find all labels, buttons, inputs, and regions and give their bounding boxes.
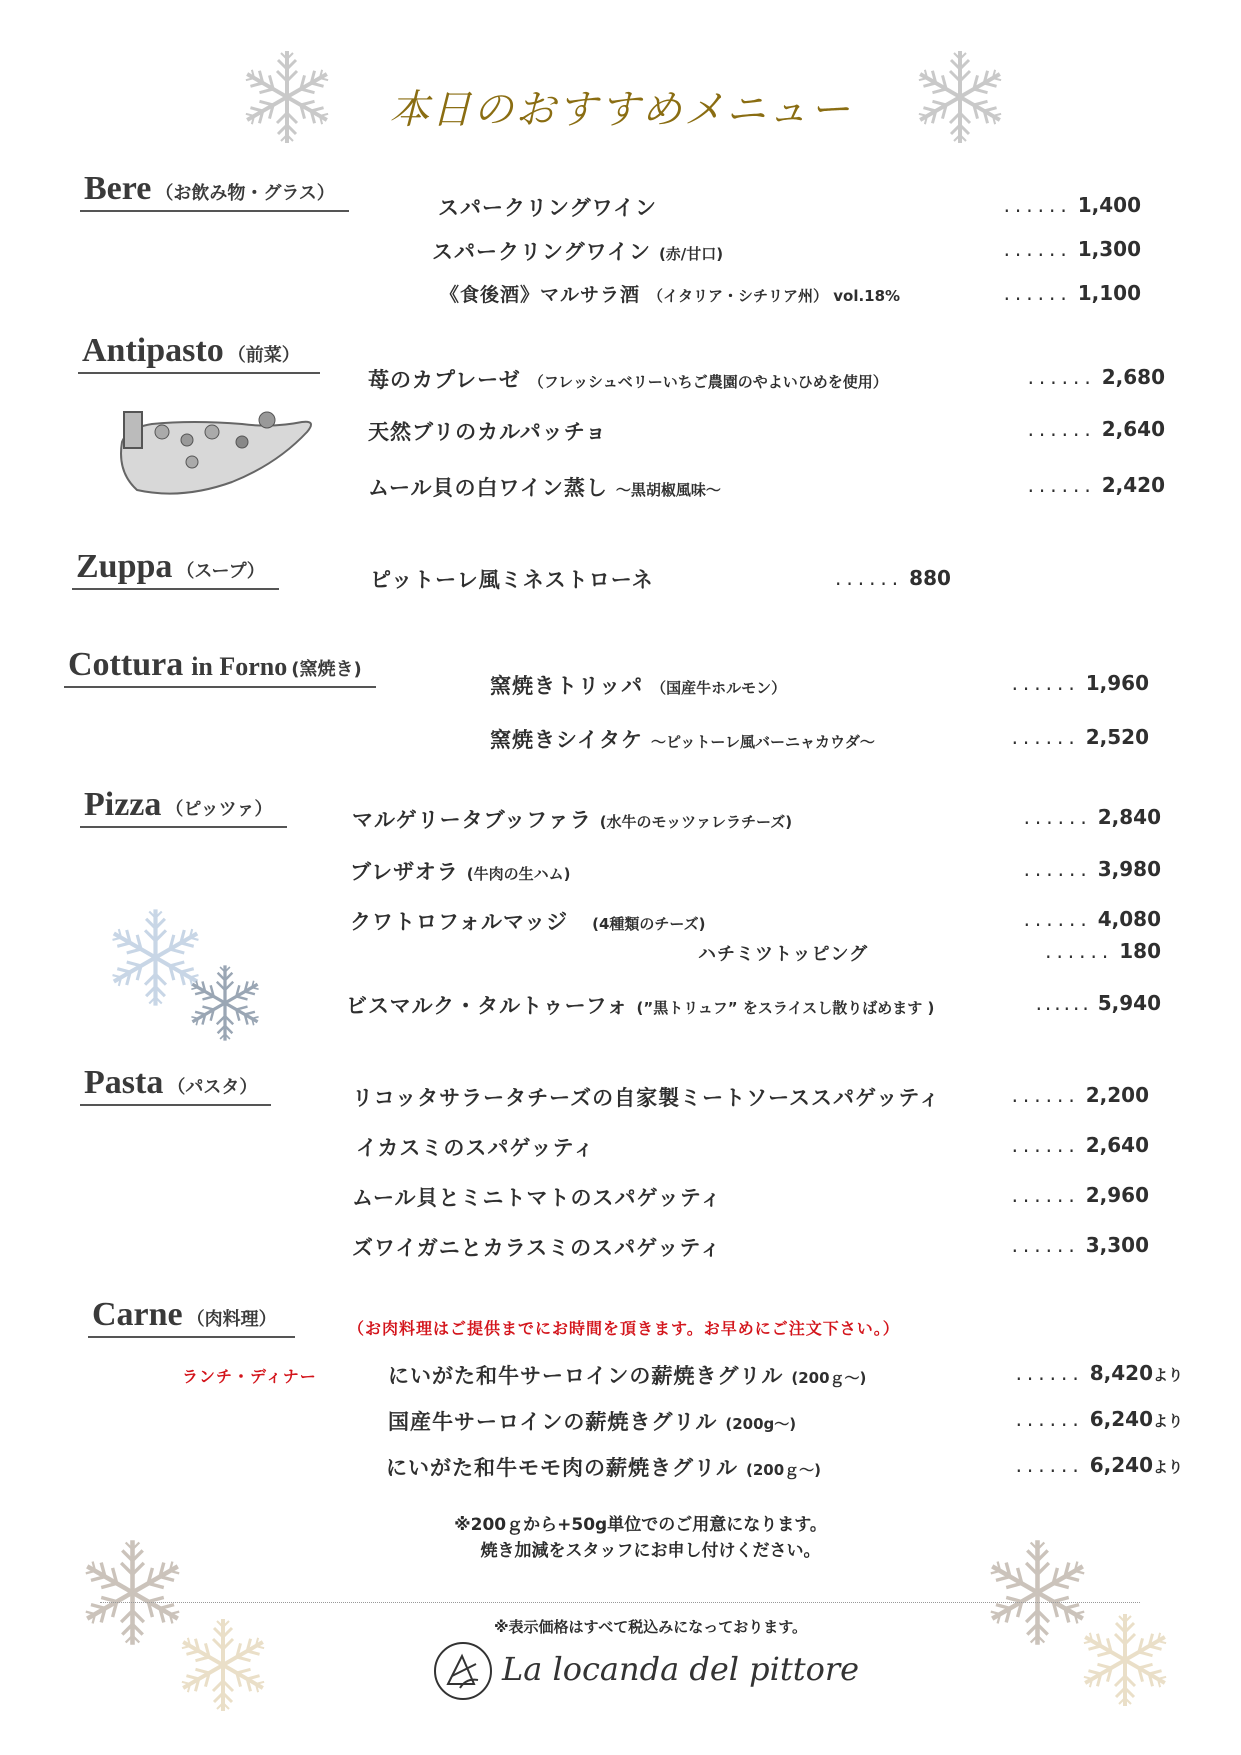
item-price: ...... 3,980 (1023, 857, 1161, 881)
item-note: （国産牛ホルモン） (651, 679, 787, 697)
item-note: (200ｇ〜) (791, 1369, 867, 1387)
item-name: ズワイガニとカラスミのスパゲッティ (352, 1236, 722, 1260)
section-pizza (80, 786, 287, 828)
section-title: Cottura (68, 646, 184, 683)
carne-tag: ランチ・ディナー (182, 1367, 317, 1386)
item-name: スパークリングワイン (438, 196, 657, 220)
menu-item (350, 906, 706, 936)
snowflake-icon (180, 958, 270, 1048)
item-name: マルゲリータブッファラ (352, 808, 592, 832)
item-name: 窯焼きトリッパ (490, 674, 644, 698)
menu-item (388, 1406, 796, 1436)
section-title: Bere (84, 170, 152, 207)
item-price: ...... 6,240より (1015, 1407, 1183, 1431)
menu-item (438, 192, 657, 222)
item-name: 《食後酒》マルサラ酒 (440, 284, 641, 306)
menu-item (490, 724, 875, 754)
item-name: 国産牛サーロインの薪焼きグリル (388, 1410, 718, 1434)
menu-item (368, 364, 888, 394)
item-price: ...... 2,960 (1011, 1183, 1149, 1207)
item-price: ...... 6,240より (1015, 1453, 1183, 1477)
item-name: ハチミツトッピング (698, 944, 869, 965)
menu-item (356, 1132, 595, 1162)
menu-item (440, 280, 900, 307)
item-note: （フレッシュベリーいちご農園のやよいひめを使用） (528, 373, 888, 391)
menu-item (352, 1182, 722, 1212)
item-price: ...... 1,960 (1011, 671, 1149, 695)
item-note: （イタリア・シチリア州） vol.18% (648, 287, 901, 305)
item-note: 〜ピットーレ風バーニャカウダ〜 (650, 733, 875, 751)
item-note: 〜黒胡椒風味〜 (615, 481, 721, 499)
item-price: ...... 5,940 (1035, 991, 1161, 1015)
item-name: ピットーレ風ミネストローネ (370, 568, 654, 592)
logo-emblem-icon (432, 1640, 494, 1702)
item-price: ...... 2,200 (1011, 1083, 1149, 1107)
section-subtitle: （パスタ） (167, 1077, 258, 1098)
weight-note-line: ※200ｇから+50g単位でのご用意になります。 (454, 1515, 827, 1535)
item-name: ブレザオラ (350, 860, 459, 884)
item-name: ビスマルク・タルトゥーフォ (346, 994, 629, 1018)
section-subtitle: (窯焼き) (291, 659, 362, 680)
item-price: ...... 2,420 (1027, 473, 1165, 497)
item-price: ...... 4,080 (1023, 907, 1161, 931)
item-price: ...... 1,100 (1003, 281, 1141, 305)
section-title-suffix: in Forno (191, 652, 288, 681)
item-price: ...... 2,840 (1023, 805, 1161, 829)
item-name: にいがた和牛サーロインの薪焼きグリル (388, 1364, 784, 1388)
carne-warning: （お肉料理はご提供までにお時間を頂きます。お早めにご注文下さい。） (348, 1319, 900, 1338)
item-name: ムール貝とミニトマトのスパゲッティ (352, 1186, 723, 1210)
menu-item (432, 236, 723, 266)
section-subtitle: （スープ） (176, 561, 265, 582)
item-name: 天然ブリのカルパッチョ (368, 420, 608, 444)
item-name: 窯焼きシイタケ (490, 728, 643, 752)
item-price: ...... 1,300 (1003, 237, 1141, 261)
section-title: Pizza (84, 786, 162, 823)
section-pasta (80, 1064, 271, 1106)
menu-item (350, 856, 570, 886)
tax-note: ※表示価格はすべて税込みになっております。 (493, 1618, 808, 1636)
menu-item (698, 940, 868, 966)
page-title: 本日のおすすめメニュー (389, 87, 852, 133)
item-note: (水牛のモッツァレラチーズ) (599, 813, 793, 831)
item-name: にいがた和牛モモ肉の薪焼きグリル (386, 1456, 738, 1480)
section-subtitle: （肉料理） (186, 1309, 277, 1330)
item-price: ...... 880 (835, 566, 951, 590)
menu-item (368, 472, 721, 502)
item-name: 苺のカプレーゼ (368, 368, 521, 392)
section-zuppa (72, 548, 279, 590)
item-name: ムール貝の白ワイン蒸し (368, 476, 608, 500)
item-note: (200g〜) (725, 1415, 797, 1433)
item-price: ...... 2,640 (1011, 1133, 1149, 1157)
section-title: Antipasto (82, 332, 224, 369)
item-note: (200ｇ〜) (746, 1461, 822, 1479)
item-price: ...... 2,680 (1027, 365, 1165, 389)
item-price: ...... 2,520 (1011, 725, 1149, 749)
menu-item (370, 564, 654, 594)
section-title: Pasta (84, 1064, 164, 1101)
section-title: Zuppa (76, 548, 173, 585)
logo-text: La locanda del pittore (502, 1650, 860, 1688)
item-note: (牛肉の生ハム) (466, 865, 571, 883)
menu-item (352, 804, 792, 834)
item-price: ...... 2,640 (1027, 417, 1165, 441)
menu-item (352, 1232, 722, 1262)
item-note: (4種類のチーズ) (592, 915, 706, 933)
antipasto-illustration (112, 402, 322, 502)
section-bere (80, 170, 349, 212)
menu-item (388, 1360, 866, 1390)
item-name: リコッタサラータチーズの自家製ミートソーススパゲッティ (352, 1086, 941, 1110)
item-name: イカスミのスパゲッティ (356, 1136, 595, 1160)
weight-note-line: 焼き加減をスタッフにお申し付けください。 (480, 1541, 821, 1561)
item-note: (赤/甘口) (658, 245, 724, 263)
section-subtitle: （ピッツァ） (165, 799, 273, 820)
menu-item (490, 670, 786, 700)
item-price: ...... 180 (1045, 939, 1161, 963)
section-antipasto (78, 332, 320, 374)
item-name: スパークリングワイン (432, 240, 651, 264)
item-note: (”黒トリュフ” をスライスし散りばめます ) (636, 999, 935, 1017)
item-name: クワトロフォルマッジ (350, 910, 569, 934)
section-carne (88, 1296, 295, 1338)
divider (100, 1602, 1140, 1603)
section-cottura (64, 646, 376, 688)
item-price: ...... 8,420より (1015, 1361, 1183, 1385)
menu-item (386, 1452, 821, 1482)
section-title: Carne (92, 1296, 183, 1333)
menu-item (346, 990, 934, 1020)
section-subtitle: （お飲み物・グラス） (155, 183, 335, 204)
menu-item (352, 1082, 941, 1112)
section-subtitle: （前菜） (227, 345, 300, 366)
item-price: ...... 3,300 (1011, 1233, 1149, 1257)
item-price: ...... 1,400 (1003, 193, 1141, 217)
weight-note (0, 1512, 1241, 1564)
menu-item (368, 416, 607, 446)
